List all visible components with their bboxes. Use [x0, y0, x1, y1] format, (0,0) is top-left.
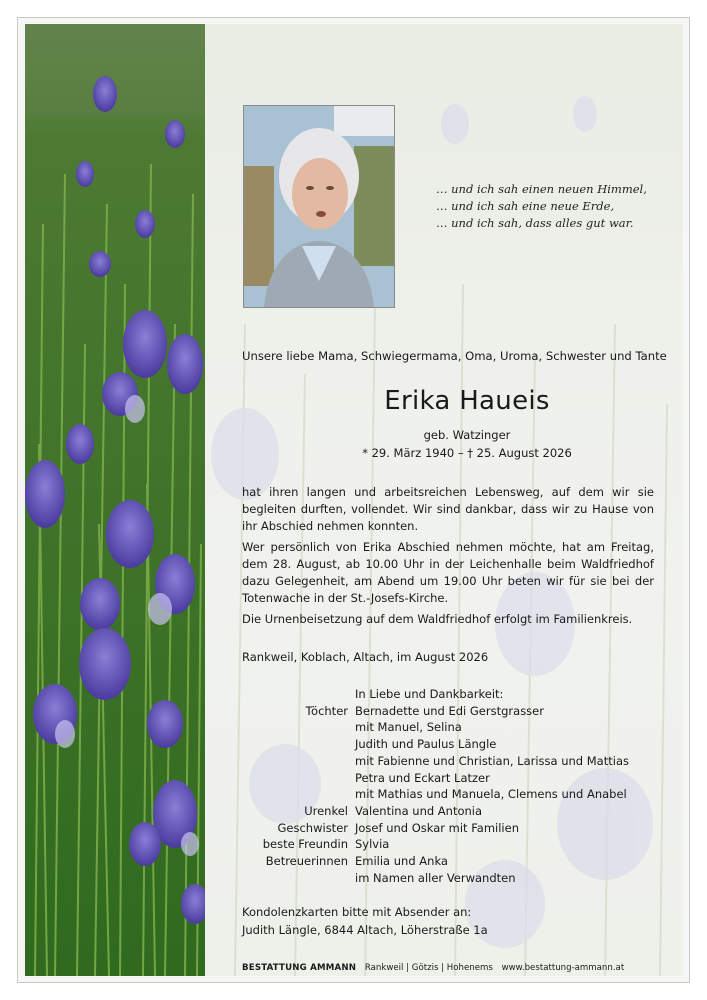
- mourner-label: [242, 736, 355, 753]
- mourner-row: [242, 719, 662, 736]
- mourner-label: [242, 686, 355, 703]
- condolence-address: Judith Längle, 6844 Altach, Löherstraße 1a: [242, 923, 488, 937]
- mourner-label: Betreuerinnen: [265, 854, 348, 869]
- mourner-text: Sylvia: [355, 837, 390, 852]
- mourner-text: In Liebe und Dankbarkeit:: [355, 687, 504, 701]
- obituary-card: [17, 17, 690, 983]
- mourner-row: [242, 753, 662, 770]
- mourner-row: [242, 703, 662, 720]
- mourner-row: [242, 870, 662, 887]
- mourner-row: [242, 820, 662, 837]
- mourner-row: [242, 836, 662, 853]
- iris-flower-photo: [25, 24, 205, 976]
- mourner-row: [242, 736, 662, 753]
- mourner-text: Valentina und Antonia: [355, 803, 483, 818]
- paragraph-life: hat ihren langen und arbeitsreichen Lebensweg, auf dem wir sie begleiten durften, vollendet. Wir sind dankbar, dass wir zu Hause von ihr Abschied nehmen konnten.: [242, 485, 654, 533]
- funeral-home-brand: BESTATTUNG AMMANN: [242, 963, 357, 973]
- mourner-text: mit Manuel, Selina: [355, 720, 462, 735]
- paragraph-farewell: Wer persönlich von Erika Abschied nehmen möchte, hat am Freitag, dem 28. August, ab 10.00 Uhr in der Leichenhalle beim Waldfriedhof dazu Gelegenheit, am Abend um 19.00 Uhr beten wir für sie bei der Totenwache in der St.-Josefs-Kirche.: [242, 540, 654, 605]
- paragraph-burial: Die Urnenbeisetzung auf dem Waldfriedhof erfolgt im Familienkreis.: [242, 612, 633, 626]
- place-date: Rankweil, Koblach, Altach, im August 2026: [242, 650, 489, 664]
- mourner-text: mit Fabienne und Christian, Larissa und Mattias: [355, 753, 629, 768]
- funeral-home-website[interactable]: www.bestattung-ammann.at: [501, 963, 625, 973]
- condolence-info: [242, 903, 488, 939]
- deceased-name: Erika Haueis: [384, 386, 550, 416]
- mourner-text: Bernadette und Edi Gerstgrasser: [355, 703, 544, 718]
- mourner-text: im Namen aller Verwandten: [355, 870, 516, 885]
- mourner-row: [242, 786, 662, 803]
- intro-text: Unsere liebe Mama, Schwiegermama, Oma, Uroma, Schwester und Tante: [242, 349, 667, 363]
- mourner-label: Geschwister: [277, 820, 348, 835]
- mourner-label: [242, 870, 355, 887]
- quote-line: … und ich sah, dass alles gut war.: [436, 216, 634, 230]
- mourner-text: Judith und Paulus Längle: [355, 737, 497, 752]
- mourner-label: [242, 753, 355, 770]
- mourner-row: [242, 770, 662, 787]
- quote-line: … und ich sah einen neuen Himmel,: [436, 182, 647, 196]
- funeral-home-locations: Rankweil | Götzis | Hohenems: [364, 963, 493, 973]
- mourner-label: beste Freundin: [262, 837, 348, 852]
- mourner-text: mit Mathias und Manuela, Clemens und Anabel: [355, 787, 627, 802]
- maiden-name: geb. Watzinger: [423, 428, 511, 442]
- mourner-label: Urenkel: [304, 803, 348, 818]
- condolence-line: Kondolenzkarten bitte mit Absender an:: [242, 905, 472, 919]
- mourner-text: Emilia und Anka: [355, 854, 448, 869]
- mourner-row: [242, 686, 662, 703]
- mourner-text: Josef und Oskar mit Familien: [355, 820, 519, 835]
- mourners-list: [242, 686, 662, 886]
- mourner-row: [242, 803, 662, 820]
- mourner-row: [242, 853, 662, 870]
- mourner-label: [242, 719, 355, 736]
- quote-line: … und ich sah eine neue Erde,: [436, 199, 615, 213]
- quote: [436, 181, 647, 232]
- life-dates: * 29. März 1940 – † 25. August 2026: [362, 446, 572, 460]
- mourner-label: [242, 770, 355, 787]
- portrait-photo: [243, 105, 395, 308]
- footer: [242, 963, 630, 973]
- mourner-text: Petra und Eckart Latzer: [355, 770, 490, 785]
- mourner-label: Töchter: [305, 703, 348, 718]
- mourner-label: [242, 786, 355, 803]
